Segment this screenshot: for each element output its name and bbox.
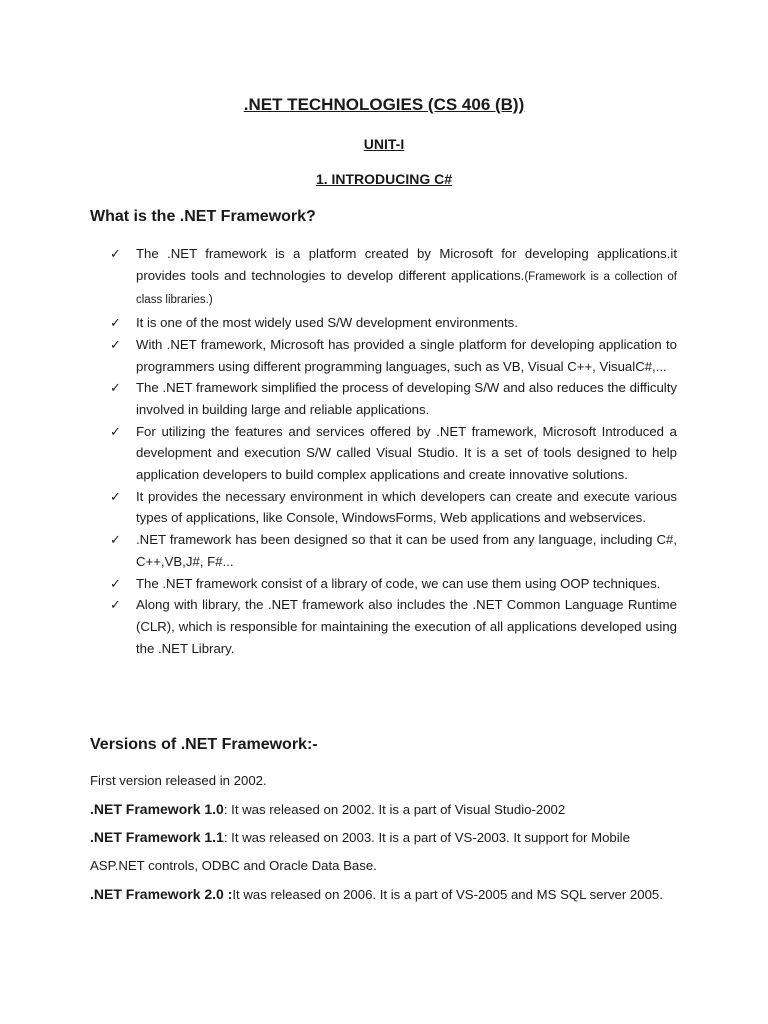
section-heading-what-is-net: What is the .NET Framework? (90, 208, 316, 225)
checkmark-icon: ✓ (110, 315, 121, 331)
bullet-item (110, 529, 677, 572)
bullet-item (110, 312, 677, 334)
version-label: .NET Framework 1.1 (90, 829, 224, 845)
first-release-text: First version released in 2002. (90, 773, 267, 788)
bullet-text: Along with library, the .NET framework also includes the .NET Common Language Runtime (CLR), which is responsible for maintaining the execution of all applications developed using the .NET Library. (136, 597, 677, 656)
bullet-text: It is one of the most widely used S/W development environments. (136, 315, 518, 331)
bullet-item (110, 334, 677, 377)
bullet-text: .NET framework has been designed so that it can be used from any language, including C#, C++,VB,J#, F#... (136, 532, 677, 569)
checkmark-icon: ✓ (110, 336, 121, 352)
bullet-item (110, 243, 677, 312)
bullet-item (110, 377, 677, 420)
version-description-continuation: ASP.NET controls, ODBC and Oracle Data Base. (90, 858, 377, 873)
bullet-text: With .NET framework, Microsoft has provided a single platform for developing application to programmers using different programming languages, such as VB, Visual C++, VisualC#,... (136, 336, 677, 374)
version-entry (90, 800, 690, 819)
checkmark-icon: ✓ (110, 488, 121, 504)
document-title: .NET TECHNOLOGIES (CS 406 (B)) (243, 95, 525, 114)
chapter-title: 1. INTRODUCING C# (315, 171, 453, 187)
bullet-text: For utilizing the features and services offered by .NET framework, Microsoft Introduced a development and execution S/W called Visual Studio. It is a set of tools designed to help application developers to build complex applications and create innovative solutions. (136, 423, 677, 483)
bullet-text: The .NET framework is a platform created by Microsoft for developing applications.it provides tools and technologies to develop different applications. (136, 246, 677, 283)
checkmark-icon: ✓ (110, 423, 121, 439)
bullet-note: (Framework is a collection of class libraries.) (136, 270, 677, 307)
checkmark-icon: ✓ (110, 532, 121, 548)
checkmark-icon: ✓ (110, 246, 121, 261)
bullet-item (110, 486, 677, 529)
checkmark-icon: ✓ (110, 575, 121, 591)
bullet-item (110, 573, 677, 595)
bullet-text: The .NET framework simplified the process of developing S/W and also reduces the difficulty involved in building large and reliable applications. (136, 380, 677, 417)
bullet-item (110, 421, 677, 486)
version-description: It was released on 2006. It is a part of VS-2005 and MS SQL server 2005. (232, 887, 663, 902)
version-entry (90, 828, 690, 847)
version-label: .NET Framework 1.0 (90, 801, 224, 817)
checkmark-icon: ✓ (110, 380, 121, 396)
bullet-text: It provides the necessary environment in which developers can create and execute various types of applications, like Console, WindowsForms, Web applications and webservices. (136, 488, 677, 526)
checkmark-icon: ✓ (110, 597, 121, 613)
unit-title: UNIT-I (363, 136, 405, 152)
bullet-text: The .NET framework consist of a library of code, we can use them using OOP techniques. (136, 575, 661, 591)
version-entry (90, 885, 690, 904)
bullet-item (110, 594, 677, 659)
version-description: : It was released on 2002. It is a part of Visual Studio-2002 (223, 802, 566, 817)
framework-bullet-list (110, 243, 677, 659)
section-heading-versions: Versions of .NET Framework:- (90, 736, 318, 753)
version-label: .NET Framework 2.0 : (90, 886, 233, 902)
version-description: : It was released on 2003. It is a part of VS-2003. It support for Mobile (223, 830, 630, 845)
